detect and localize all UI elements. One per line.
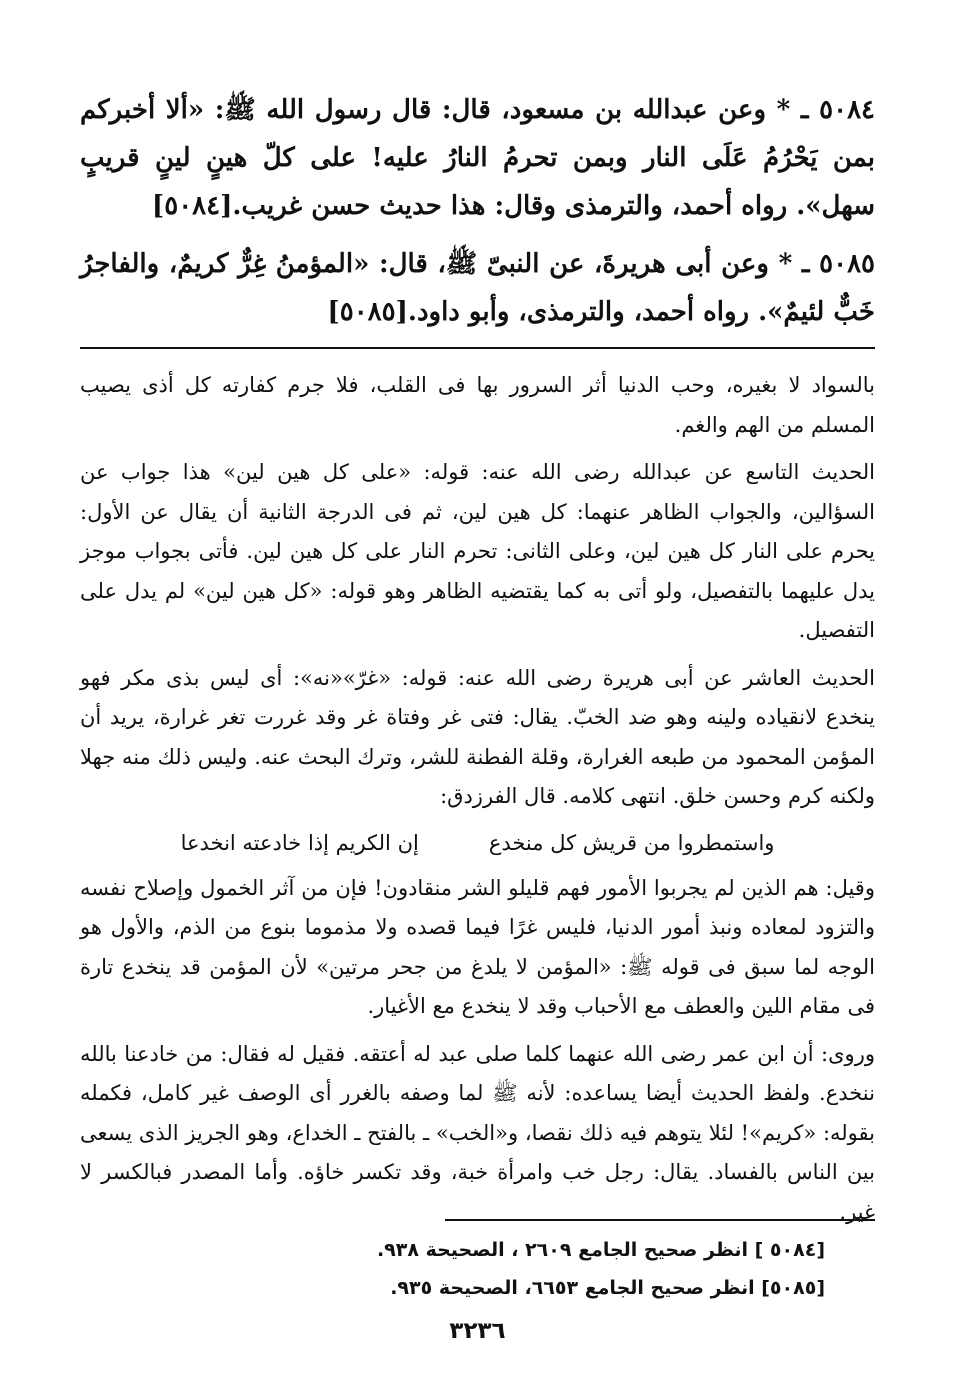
commentary-paragraph-1: بالسواد لا بغيره، وحب الدنيا أثر السرور بها فى القلب، فلا جرم كفارته كل أذى يصيب المسلم من الهم والغم. [80, 373, 875, 437]
commentary-paragraph-4: وقيل: هم الذين لم يجربوا الأمور فهم قليلو الشر منقادون! فإن من آثر الخمول وإصلاح نفسه والتزود لمعاده ونبذ أمور الدنيا، فليس غرًا فيما قصده ولا مذموما بنوع من الذم، والأول هو الوجه لما سبق فى قوله ﷺ: «المؤمن لا يلدغ من جحر مرتين» لأن المؤمن قد ينخدع تارة فى مقام اللين والعطف مع الأحباب وقد لا ينخدع مع الأغيار. [80, 875, 875, 1018]
commentary-paragraph-2: الحديث التاسع عن عبدالله رضى الله عنه: قوله: «على كل هين لين» هذا جواب عن السؤالين، والجواب الظاهر عنهما: كل هين لين، ثم فى الدرجة الثانية أن يقال عن الأول: يحرم على النار كل هين لين، وعلى الثانى: تحرم النار على كل هين لين. فأتى بجواب موجز يدل عليهما بالتفصيل، ولو أتى به كما يقتضيه الظاهر وهو قوله: «كل هين لين» لم يدل على التفصيل. [80, 460, 875, 642]
page-number: ٣٢٣٦ [449, 1318, 506, 1344]
verse-second-hemistich: إن الكريم إذا خادعته انخدعا [180, 830, 419, 855]
hadith-5084-text: ٥٠٨٤ ـ * وعن عبدالله بن مسعود، قال: قال رسول الله ﷺ: «ألا أخبركم بمن يَحْرُمُ عَلَى النار وبمن تحرمُ النارُ عليه! على كلّ هينٍ لينٍ قريبٍ سهل». رواه أحمد، والترمذى وقال: هذا حديث حسن غريب.[٥٠٨٤] [80, 95, 875, 221]
main-divider [80, 347, 875, 349]
footnote-5084: [٥٠٨٤ ] انظر صحيح الجامع ٢٦٠٩ ، الصحيحة ٩٣٨. [376, 1239, 825, 1261]
footnotes [125, 1231, 825, 1307]
footnote-divider [445, 1219, 875, 1221]
footnote-5085: [٥٠٨٥] انظر صحيح الجامع ٦٦٥٣، الصحيحة ٩٣٥. [390, 1277, 825, 1299]
commentary-paragraph-5: وروى: أن ابن عمر رضى الله عنهما كلما صلى عبد له أعتقه. فقيل له فقال: من خادعنا بالله ننخدع. ولفظ الحديث أيضا يساعده: لأنه ﷺ لما وصفه بالغرر أى الوصف غير كامل، فكمله بقوله: «كريم»! لئلا يتوهم فيه ذلك نقصا، و«الخب» ـ بالفتح ـ الخداع، وهو الجريز الذى يسعى بين الناس بالفساد. يقال: رجل خب وامرأة خبة، وقد تكسر خاؤه. وأما المصدر فبالكسر لا غير. [80, 1041, 875, 1224]
hadith-5085-text: ٥٠٨٥ ـ * وعن أبى هريرةَ، عن النبىّ ﷺ، قال: «المؤمنُ غِرٌّ كريمٌ، والفاجرُ خَبٌّ لئيمٌ». رواه أحمد، والترمذى، وأبو داود.[٥٠٨٥] [80, 249, 875, 327]
commentary-section [80, 366, 875, 1240]
verse-first-hemistich: واستمطروا من قريش كل منخدع [488, 830, 775, 855]
commentary-paragraph-3: الحديث العاشر عن أبى هريرة رضى الله عنه: قوله: «غرّ»«نه»: أى ليس بذى مكر فهو ينخدع لانقياده ولينه وهو ضد الخبّ. يقال: فتى غر وفتاة غر وقد غررت تغر غرارة، يريد أن المؤمن المحمود من طبعه الغرارة، وقلة الفطنة للشر، وترك البحث عنه. وليس ذلك منه جهلا ولكنه كرم وحسن خلق. انتهى كلامه. قال الفرزدق: [80, 665, 875, 808]
hadith-5085 [80, 240, 875, 336]
poetry-verse [80, 825, 875, 861]
hadith-5084 [80, 86, 875, 230]
